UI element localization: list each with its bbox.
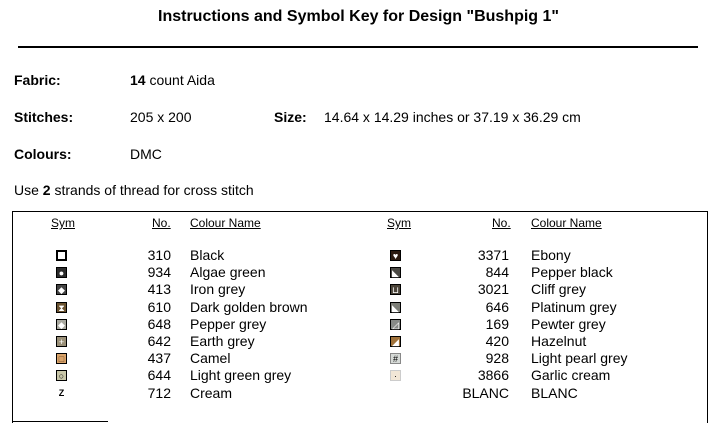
colour-number: 642 xyxy=(147,333,171,349)
diamond-on-square-icon: ◆ xyxy=(56,319,67,330)
slash-on-square-icon: ◢ xyxy=(390,336,401,347)
triangle-on-square-icon: ◣ xyxy=(390,267,401,278)
letter-z-icon: Z xyxy=(56,388,67,399)
colour-name: Pewter grey xyxy=(531,315,606,332)
ring-on-square-icon: ○ xyxy=(56,370,67,381)
table-row xyxy=(0,367,717,384)
header-name-left: Colour Name xyxy=(190,216,261,230)
colour-number: 934 xyxy=(147,264,171,281)
colour-name: Cliff grey xyxy=(531,281,586,298)
table-row xyxy=(0,350,717,367)
header-no-left: No. xyxy=(152,216,171,230)
colour-number: 413 xyxy=(147,281,171,298)
colour-name: Platinum grey xyxy=(531,298,617,315)
cup-on-square-icon: ⊔ xyxy=(391,285,400,296)
plus-on-square-icon: + xyxy=(56,336,67,347)
blank-icon xyxy=(390,388,401,399)
table-row xyxy=(0,264,717,281)
table-row xyxy=(0,281,717,298)
colour-number: 420 xyxy=(485,333,509,349)
colour-number: 169 xyxy=(485,315,509,332)
table-row xyxy=(0,316,717,333)
colour-number: 3021 xyxy=(477,281,509,298)
colour-name: Iron grey xyxy=(190,281,246,298)
table-bottom-rule xyxy=(12,421,108,422)
colour-name: Pepper black xyxy=(531,264,613,281)
colour-number: 646 xyxy=(485,298,509,315)
table-row xyxy=(0,333,717,350)
table-row xyxy=(0,247,717,264)
strands-instruction xyxy=(14,182,254,198)
fabric-value xyxy=(130,72,215,88)
colour-number: 610 xyxy=(147,298,171,315)
page-title: Instructions and Symbol Key for Design "Bushpig 1" xyxy=(158,8,559,25)
strands-text-pre: Use xyxy=(14,182,43,198)
fabric-count: 14 xyxy=(130,72,146,88)
dot-on-square-icon: · xyxy=(390,370,401,381)
fabric-label: Fabric: xyxy=(14,72,61,88)
colour-number: 844 xyxy=(485,264,509,281)
colour-name: Algae green xyxy=(190,264,266,281)
header-sym-right: Sym xyxy=(387,216,411,230)
hash-on-square-icon: # xyxy=(390,353,401,364)
square-on-square-icon: □ xyxy=(56,353,67,364)
stitches-value: 205 x 200 xyxy=(130,109,192,125)
colour-number: 437 xyxy=(147,350,171,367)
colour-number: 3371 xyxy=(477,247,509,263)
colour-name: Light green grey xyxy=(190,367,292,384)
header-name-right: Colour Name xyxy=(531,216,602,230)
colour-name: Camel xyxy=(190,350,231,367)
colour-name: Light pearl grey xyxy=(531,350,628,367)
table-row xyxy=(0,299,717,316)
header-sym-left: Sym xyxy=(51,216,75,230)
triangle-on-square-icon: ◣ xyxy=(390,302,401,313)
colour-number: 928 xyxy=(485,350,509,367)
title-rule xyxy=(18,46,698,48)
header-no-right: No. xyxy=(492,216,511,230)
slash-triangle-on-square-icon: ◿ xyxy=(390,319,401,330)
colour-name: Hazelnut xyxy=(531,333,587,349)
strands-count: 2 xyxy=(42,182,51,198)
colour-number: 712 xyxy=(147,384,171,401)
colour-name: Pepper grey xyxy=(190,315,267,332)
colour-name: Dark golden brown xyxy=(190,298,308,315)
colour-name: Black xyxy=(190,247,225,263)
colour-name: Ebony xyxy=(531,247,571,263)
colour-name: BLANC xyxy=(531,384,578,401)
colour-name: Garlic cream xyxy=(531,367,611,384)
heart-on-square-icon: ♥ xyxy=(390,250,401,261)
colour-number: 310 xyxy=(147,247,171,263)
diamond-on-square-icon: ◆ xyxy=(56,284,67,295)
colour-number: 648 xyxy=(147,315,171,332)
colour-name: Cream xyxy=(190,384,233,401)
size-value: 14.64 x 14.29 inches or 37.19 x 36.29 cm xyxy=(324,109,581,125)
colour-number: BLANC xyxy=(462,384,509,401)
fabric-type: count Aida xyxy=(145,72,215,88)
table-row xyxy=(0,385,717,402)
colour-number: 644 xyxy=(147,367,171,384)
strands-text-post: strands of thread for cross stitch xyxy=(50,182,254,198)
size-label: Size: xyxy=(274,109,307,125)
colours-value: DMC xyxy=(130,146,162,162)
stitches-label: Stitches: xyxy=(14,109,74,125)
circle-on-square-icon: ● xyxy=(56,267,67,278)
colour-name: Earth grey xyxy=(190,333,255,349)
hourglass-on-square-icon: ⧗ xyxy=(56,302,67,313)
colour-number: 3866 xyxy=(477,367,509,384)
colours-label: Colours: xyxy=(14,146,72,162)
